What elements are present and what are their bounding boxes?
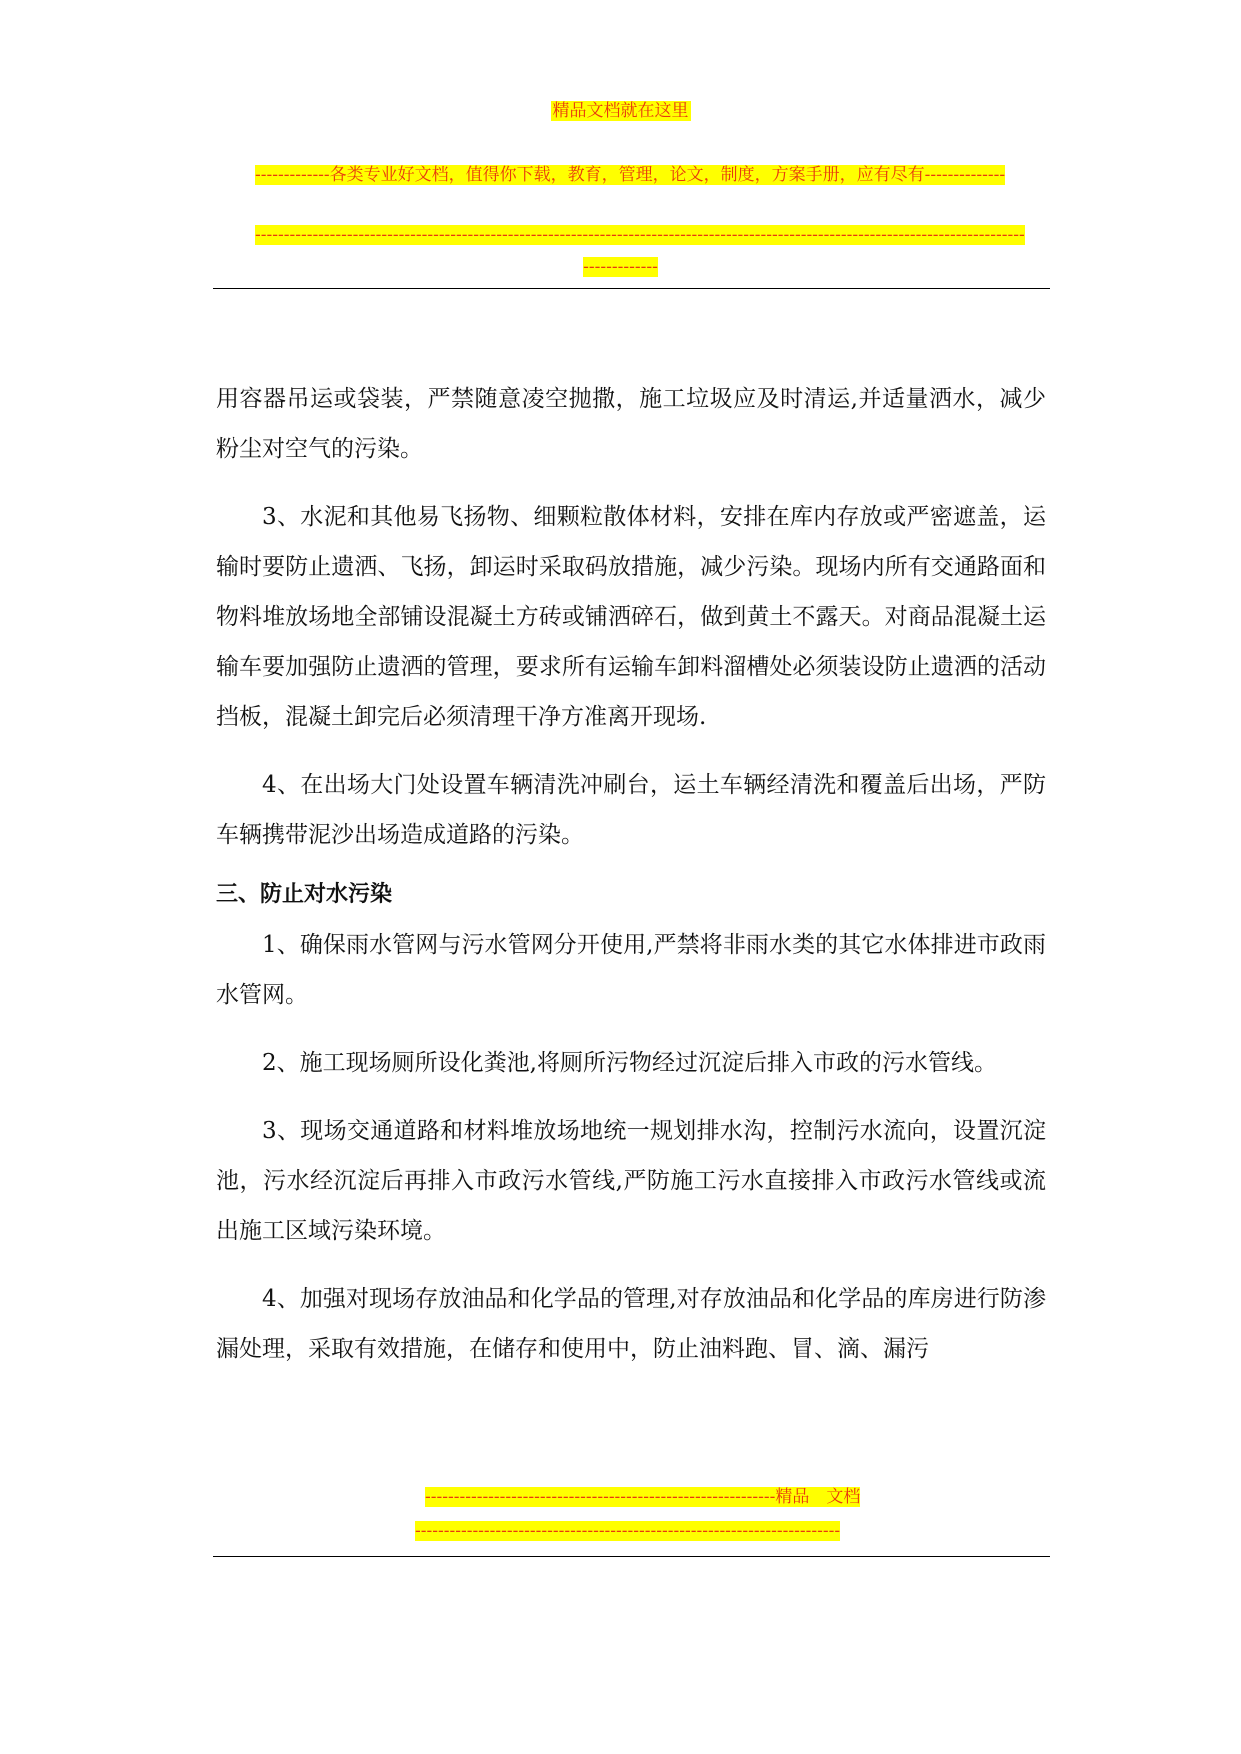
header-tagline: [255, 164, 1055, 186]
paragraph-vehicle-washing: 4、在出场大门处设置车辆清洗冲刷台，运土车辆经清洗和覆盖后出场，严防车辆携带泥沙出场造成道路的污染。: [216, 772, 1046, 848]
paragraph-drainage-ditch: 3、现场交通道路和材料堆放场地统一规划排水沟，控制污水流向，设置沉淀池，污水经沉淀后再排入市政污水管线,严防施工污水直接排入市政污水管线或流出施工区域污染环境。: [216, 1118, 1046, 1244]
header-dashes: [255, 224, 1055, 246]
header-divider: [213, 288, 1050, 289]
header-title-text: 精品文档就在这里: [552, 101, 689, 121]
paragraph-septic-tank: 2、施工现场厕所设化粪池,将厕所污物经过沉淀后排入市政的污水管线。: [262, 1050, 997, 1076]
header-dashes-continuation-text: -------------: [583, 257, 658, 277]
footer-label-text: -------------------------------------------------------------精品 文档: [425, 1487, 861, 1507]
footer-dashes: [415, 1520, 845, 1542]
footer-label: [425, 1486, 875, 1508]
header-dashes-text: --------------------------------------------------------------------------------------------------------------------------------------: [255, 225, 1025, 245]
header-dashes-continuation: [0, 256, 1241, 278]
footer-divider: [213, 1556, 1050, 1557]
paragraph-rainwater-network: 1、确保雨水管网与污水管网分开使用,严禁将非雨水类的其它水体排进市政雨水管网。: [216, 932, 1046, 1008]
header-title: [0, 100, 1241, 122]
paragraph-container-dust: 用容器吊运或袋装，严禁随意凌空抛撒，施工垃圾应及时清运,并适量洒水，减少粉尘对空气的污染。: [216, 386, 1046, 462]
section-heading-water-pollution: 三、防止对水污染: [216, 882, 393, 907]
header-tagline-text: -------------各类专业好文档，值得你下载，教育，管理，论文，制度，方案手册，应有尽有--------------: [255, 165, 1006, 185]
footer-dashes-text: --------------------------------------------------------------------------: [415, 1521, 841, 1541]
paragraph-oil-chemicals: 4、加强对现场存放油品和化学品的管理,对存放油品和化学品的库房进行防渗漏处理，采取有效措施，在储存和使用中，防止油料跑、冒、滴、漏污: [216, 1286, 1046, 1362]
document-body: [216, 374, 1046, 1374]
paragraph-cement-storage: 3、水泥和其他易飞扬物、细颗粒散体材料，安排在库内存放或严密遮盖，运输时要防止遗洒、飞扬，卸运时采取码放措施，减少污染。现场内所有交通路面和物料堆放场地全部铺设混凝土方砖或铺洒碎石，做到黄土不露天。对商品混凝土运输车要加强防止遗洒的管理，要求所有运输车卸料溜槽处必须装设防止遗洒的活动挡板，混凝土卸完后必须清理干净方准离开现场.: [216, 504, 1046, 730]
